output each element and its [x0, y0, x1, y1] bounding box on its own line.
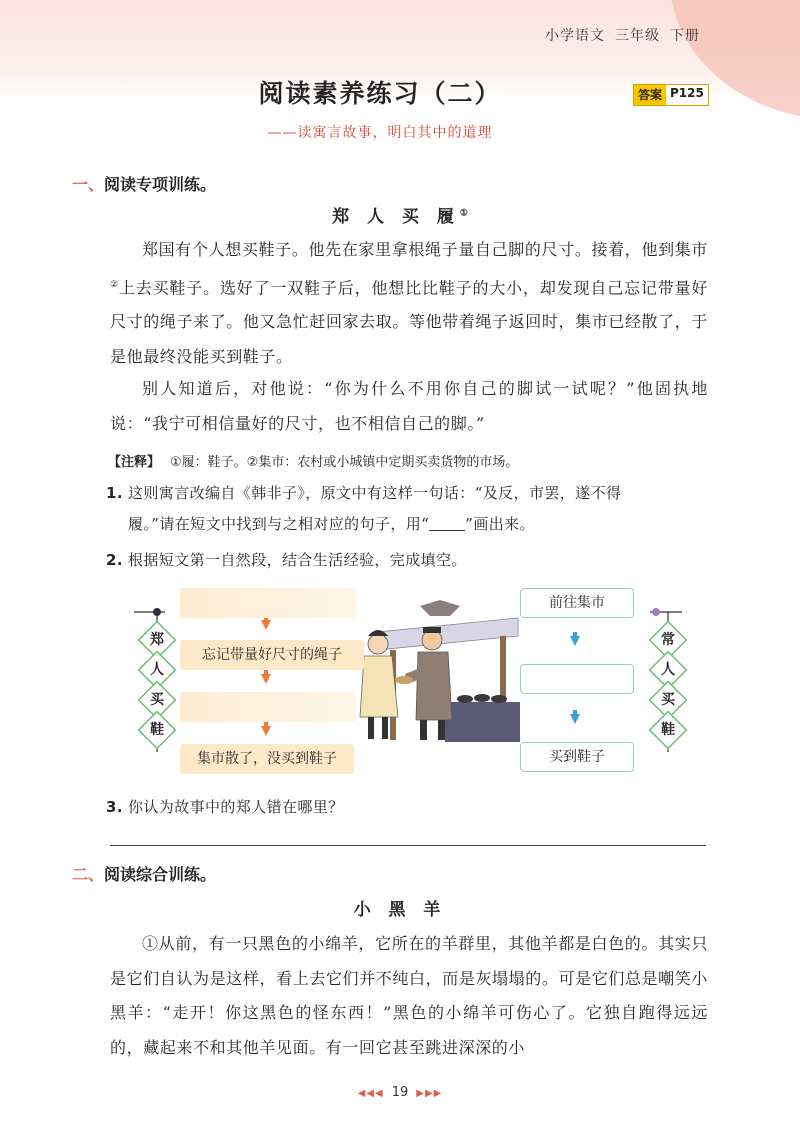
- volume-label: 下册: [670, 28, 700, 44]
- answer-label: 答案: [634, 85, 666, 105]
- question-3-text: 你认为故事中的郑人错在哪里？: [128, 798, 344, 816]
- section-1-number: 一、: [72, 175, 105, 194]
- left-label-char-2: 人: [150, 662, 164, 678]
- question-3: [106, 792, 706, 823]
- question-2-text: 根据短文第一自然段，结合生活经验，完成填空。: [128, 551, 467, 569]
- left-label-char-1: 郑: [150, 632, 164, 648]
- grade-label: 三年级: [615, 28, 660, 44]
- annotation-text: ①履：鞋子。②集市：农村或小城镇中定期买卖货物的市场。: [170, 455, 519, 470]
- right-label-char-2: 人: [661, 662, 675, 678]
- page-number: [0, 1085, 800, 1100]
- section-1-title: 阅读专项训练。: [104, 175, 217, 194]
- story-2-paragraph-1: ①从前，有一只黑色的小绵羊，它所在的羊群里，其他羊都是白色的。其实只是它们自认为是这样，看上去它们并不纯白，而是灰塌塌的。可是它们总是嘲笑小黑羊：“走开！你这黑色的怪东西！”黑色的小绵羊可伤心了。它独自跑得远远的，藏起来不和其他羊见面。有一回它甚至跳进深深的小: [110, 934, 708, 1057]
- comparison-diagram: [120, 592, 700, 782]
- paragraph-1-part-a: 郑国有个人想买鞋子。他先在家里拿根绳子量自己脚的尺寸。接着，他到集市: [142, 240, 708, 259]
- section-2-number: 二、: [72, 865, 105, 884]
- question-2-number: 2.: [106, 551, 123, 569]
- left-step-2: 忘记带量好尺寸的绳子: [180, 640, 364, 670]
- subject-label: 小学语文: [545, 28, 605, 44]
- arrows-right-icon: ▶▶▶: [416, 1088, 443, 1099]
- story-1-paragraph-2: 别人知道后，对他说：“你为什么不用你自己的脚试一试呢？”他固执地说：“我宁可相信量好的尺寸，也不相信自己的脚。”: [110, 379, 708, 433]
- underline-mark: [429, 516, 465, 531]
- right-label-char-3: 买: [661, 692, 675, 708]
- question-3-number: 3.: [106, 798, 123, 816]
- left-label-char-3: 买: [150, 692, 164, 708]
- book-info: [535, 25, 700, 45]
- answer-badge: [633, 84, 709, 106]
- right-step-1: 前往集市: [520, 588, 634, 618]
- question-2: [106, 545, 706, 576]
- paragraph-1-part-b: 上去买鞋子。选好了一双鞋子后，他想比比鞋子的大小，却发现自己忘记带量好尺寸的绳子来了。他又急忙赶回家去取。等他带着绳子返回时，集市已经散了，于是他最终没能买到鞋子。: [110, 277, 708, 366]
- arrows-left-icon: ◀◀◀: [357, 1088, 384, 1099]
- right-label-char-4: 鞋: [661, 722, 675, 738]
- question-1-line-2b: ”画出来。: [465, 515, 535, 533]
- question-1-line-2a: 履。”请在短文中找到与之相对应的句子，用“: [128, 515, 430, 533]
- annotation: [108, 451, 518, 470]
- question-1: [106, 478, 706, 540]
- left-step-3-blank[interactable]: [180, 692, 356, 722]
- section-2-title: 阅读综合训练。: [104, 865, 217, 884]
- story-1-title-note-mark: ①: [459, 208, 468, 219]
- page-subtitle: ——读寓言故事，明白其中的道理: [267, 125, 493, 141]
- left-step-1-blank[interactable]: [180, 588, 356, 618]
- paragraph-1-note-mark: ②: [110, 279, 119, 290]
- market-illustration: [360, 600, 520, 742]
- answer-line[interactable]: [110, 845, 706, 846]
- story-2-title: 小 黑 羊: [353, 900, 447, 920]
- left-label-char-4: 鞋: [150, 722, 164, 738]
- question-1-line-1: 这则寓言改编自《韩非子》，原文中有这样一句话：“及反，市罢，遂不得: [128, 484, 622, 502]
- answer-page: P125: [666, 85, 708, 105]
- right-label-char-1: 常: [661, 632, 675, 648]
- page-number-value: 19: [391, 1085, 409, 1100]
- right-step-3: 买到鞋子: [520, 742, 634, 772]
- left-step-4: 集市散了，没买到鞋子: [180, 744, 354, 774]
- page-title: 阅读素养练习（二）: [258, 79, 502, 108]
- annotation-label: 【注释】: [108, 455, 161, 470]
- section-1-heading: [72, 172, 216, 195]
- question-1-number: 1.: [106, 484, 123, 502]
- story-1-paragraph-1: [110, 233, 708, 374]
- section-2-heading: [72, 862, 216, 885]
- right-step-2-blank[interactable]: [520, 664, 634, 694]
- story-1-title-text: 郑 人 买 履: [332, 207, 460, 227]
- story-1-title: [0, 202, 800, 227]
